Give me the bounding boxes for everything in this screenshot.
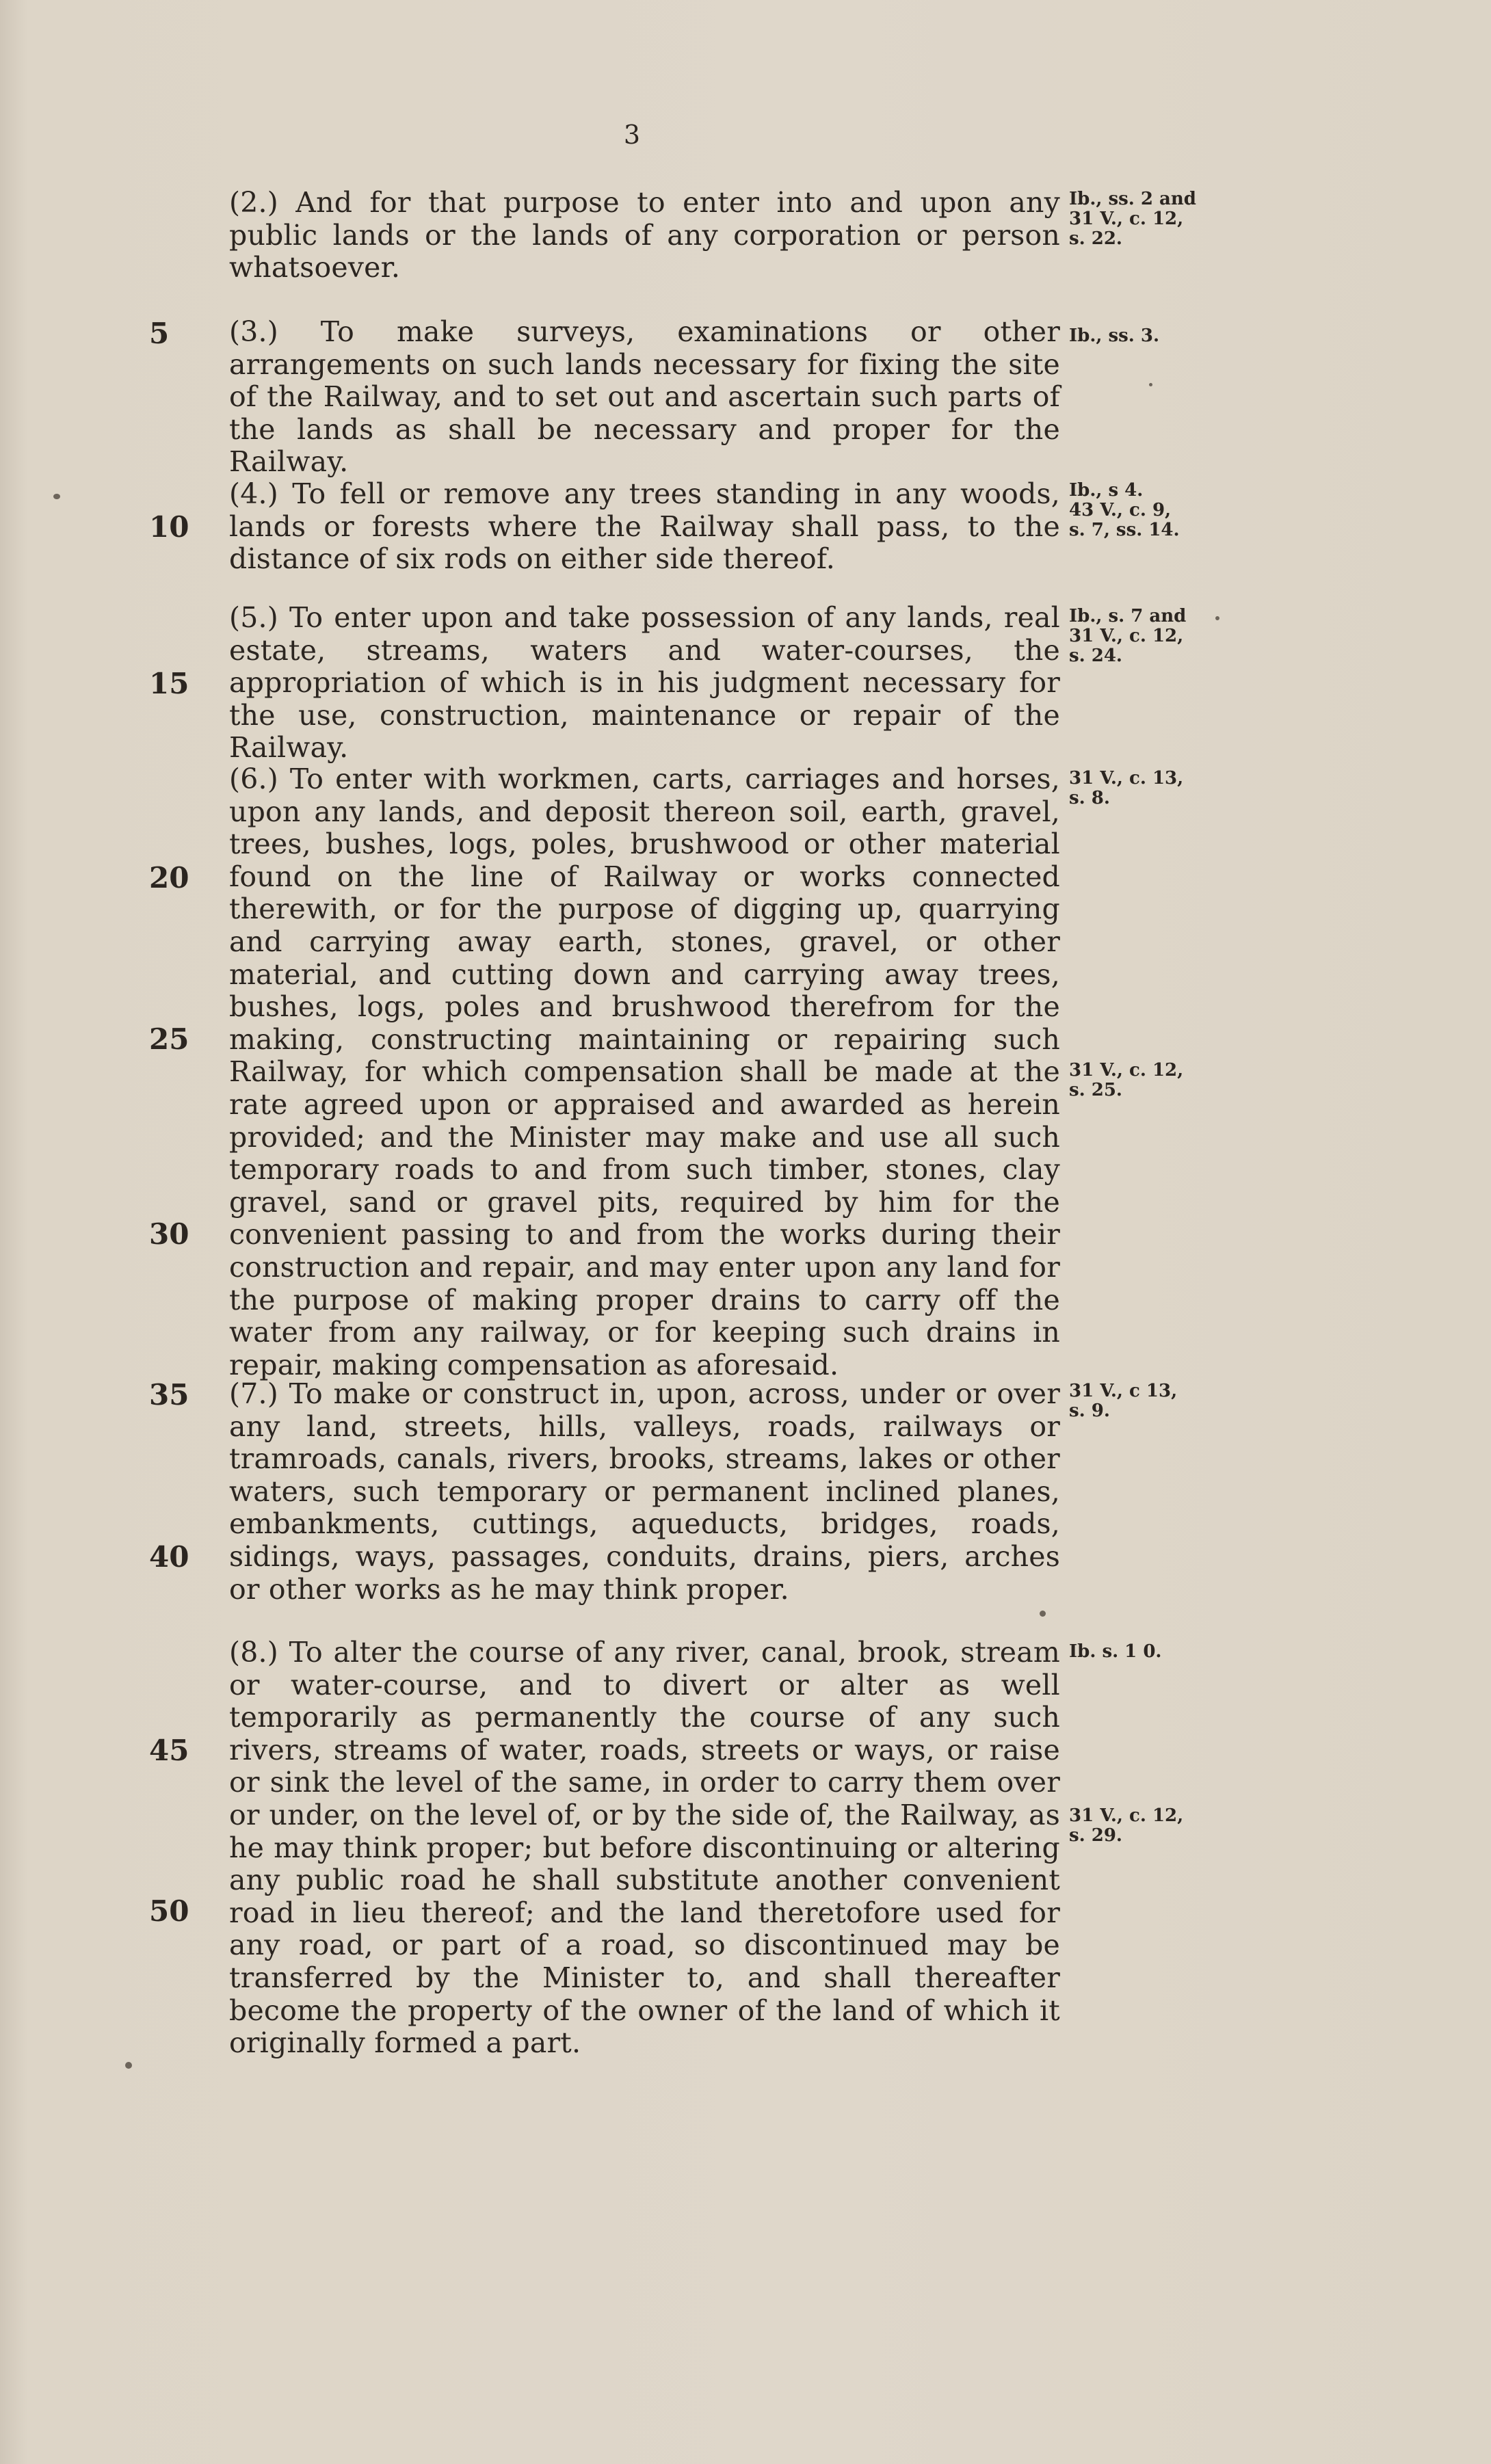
page-number: 3 [623, 120, 641, 150]
margin-note: 31 V., c. 12, s. 29. [1069, 1805, 1184, 1846]
margin-note: Ib., ss. 3. [1069, 326, 1160, 346]
paragraph-text: (3.) To make surveys, examinations or other arrangements on such lands necessary for fixing the site of the Railway, and to set out and ascertain such parts of the lands as shall be necessary and proper for the Railway. [229, 315, 1060, 479]
margin-note: Ib., s 4. 43 V., c. 9, s. 7, ss. 14. [1069, 480, 1180, 540]
scan-speck [53, 494, 60, 499]
paragraph-6 [196, 763, 1060, 1381]
paragraph-text: (2.) And for that purpose to enter into and upon any public lands or the lands of any corporation or person whatsoever. [229, 186, 1060, 284]
paragraph-text: (8.) To alter the course of any river, canal, brook, stream or water-course, and to divert or alter as well temporarily as permanently the course of any such rivers, streams of water, roads, streets or ways, or raise or sink the level of the same, in order to carry them over or under, on the level of, or by the side of, the Railway, as he may think proper; but before discontinuing or altering any public road he shall substitute another convenient road in lieu thereof; and the land theretofore used for any road, or part of a road, so discontinued may be transferred by the Minister to, and shall thereafter become the property of the owner of the land of which it originally formed a part. [229, 1636, 1060, 2060]
line-number: 20 [149, 861, 189, 895]
line-number: 15 [149, 667, 189, 700]
margin-note: 31 V., c. 12, s. 25. [1069, 1060, 1184, 1100]
paragraph-3 [196, 316, 1060, 479]
paragraph-2 [196, 187, 1060, 284]
paragraph-text: (6.) To enter with workmen, carts, carriages and horses, upon any lands, and deposit thereon soil, earth, gravel, trees, bushes, logs, poles, brushwood or other material found on the line of Railway or works connected therewith, or for the purpose of digging up, quarrying and carrying away earth, stones, gravel, or other material, and cutting down and carrying away trees, bushes, logs, poles and brushwood therefrom for the making, constructing maintaining or repairing such Railway, for which compensation shall be made at the rate agreed upon or appraised and awarded as herein provided; and the Minister may make and use all such temporary roads to and from such timber, stones, clay gravel, sand or gravel pits, required by him for the convenient passing to and from the works during their construction and repair, and may enter upon any land for the purpose of making proper drains to carry off the water from any railway, or for keeping such drains in repair, making compensation as aforesaid. [229, 763, 1060, 1381]
paragraph-4 [196, 478, 1060, 576]
line-number: 45 [149, 1734, 189, 1767]
line-number: 10 [149, 510, 189, 544]
paragraph-text: (4.) To fell or remove any trees standing in any woods, lands or forests where the Railway shall pass, to the distance of six rods on either side thereof. [229, 477, 1060, 576]
line-number: 25 [149, 1022, 189, 1056]
line-number: 30 [149, 1217, 189, 1251]
margin-note: Ib. s. 1 0. [1069, 1641, 1162, 1662]
paragraph-5 [196, 602, 1060, 765]
margin-note: 31 V., c 13, s. 9. [1069, 1381, 1178, 1421]
margin-note: Ib., s. 7 and 31 V., c. 12, s. 24. [1069, 606, 1187, 666]
margin-note: 31 V., c. 13, s. 8. [1069, 768, 1184, 808]
scan-speck [125, 2062, 132, 2069]
line-number: 35 [149, 1378, 189, 1412]
scan-speck [1149, 383, 1152, 386]
paragraph-7 [196, 1378, 1060, 1606]
scan-speck [1215, 616, 1219, 620]
line-number: 5 [149, 317, 170, 350]
line-number: 40 [149, 1540, 189, 1574]
paragraph-text: (5.) To enter upon and take possession of any lands, real estate, streams, waters and water-courses, the appropriation of which is in his judgment necessary for the use, construction, maintenance or repair of the Railway. [229, 601, 1060, 765]
paragraph-8 [196, 1637, 1060, 2060]
line-number: 50 [149, 1894, 189, 1928]
paragraph-text: (7.) To make or construct in, upon, across, under or over any land, streets, hills, valleys, roads, railways or tramroads, canals, rivers, brooks, streams, lakes or other waters, such temporary or permanent inclined planes, embankments, cuttings, aqueducts, bridges, roads, sidings, ways, passages, conduits, drains, piers, arches or other works as he may think proper. [229, 1377, 1060, 1606]
scan-speck [1040, 1611, 1046, 1617]
margin-note: Ib., ss. 2 and 31 V., c. 12, s. 22. [1069, 189, 1196, 249]
